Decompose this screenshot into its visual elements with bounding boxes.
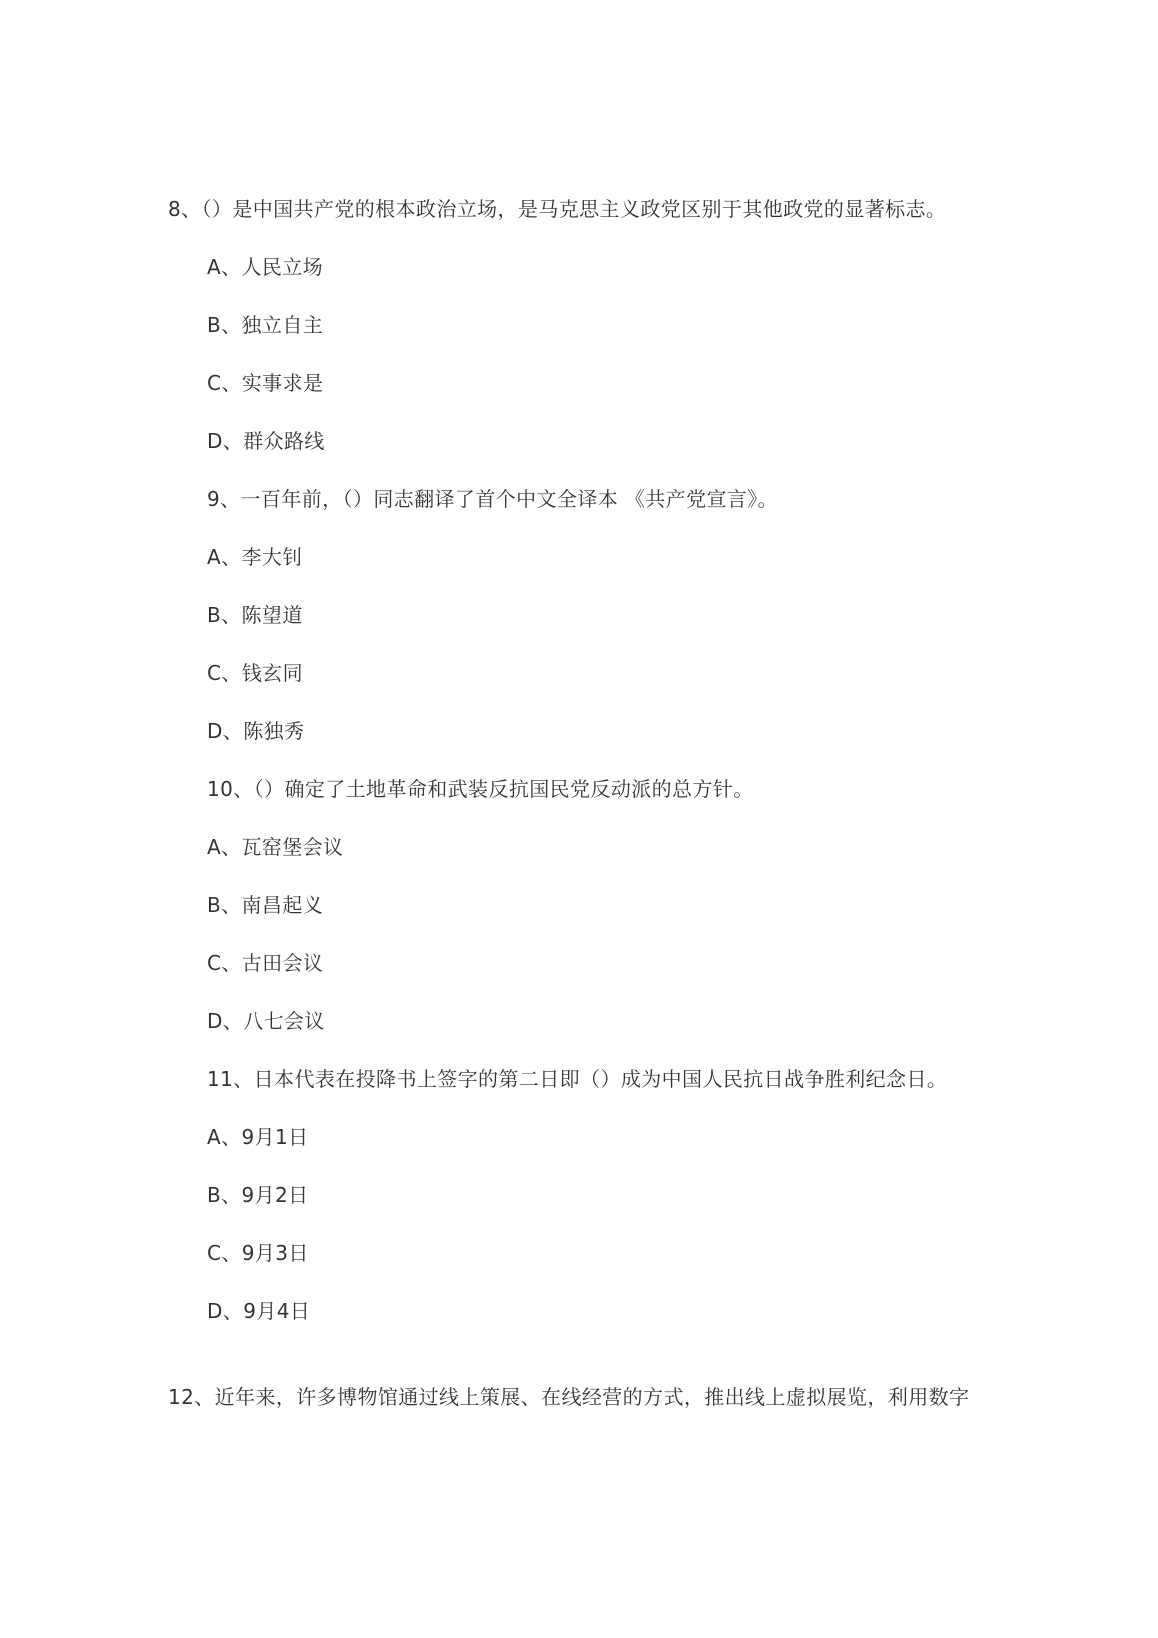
question-10-option-a: A、瓦窑堡会议 (207, 835, 344, 859)
question-11-stem: 11、日本代表在投降书上签字的第二日即（）成为中国人民抗日战争胜利纪念日。 (207, 1067, 948, 1091)
question-10-option-b: B、南昌起义 (207, 893, 324, 917)
question-8-stem: 8、（）是中国共产党的根本政治立场，是马克思主义政党区别于其他政党的显著标志。 (168, 197, 947, 221)
question-11-option-b: B、9月2日 (207, 1183, 309, 1207)
question-9-option-d: D、陈独秀 (207, 719, 305, 743)
question-10-option-c: C、古田会议 (207, 951, 324, 975)
question-10-option-d: D、八七会议 (207, 1009, 325, 1033)
question-12-stem: 12、近年来，许多博物馆通过线上策展、在线经营的方式，推出线上虚拟展览，利用数字 (168, 1385, 970, 1409)
question-8-option-b: B、独立自主 (207, 313, 324, 337)
question-11-option-a: A、9月1日 (207, 1125, 309, 1149)
question-8-option-c: C、实事求是 (207, 371, 324, 395)
question-9-option-c: C、钱玄同 (207, 661, 303, 685)
question-11-option-d: D、9月4日 (207, 1299, 311, 1323)
question-9-option-b: B、陈望道 (207, 603, 303, 627)
question-9-option-a: A、李大钊 (207, 545, 303, 569)
question-8-option-d: D、群众路线 (207, 429, 325, 453)
question-11-option-c: C、9月3日 (207, 1241, 309, 1265)
question-10-stem: 10、（）确定了土地革命和武装反抗国民党反动派的总方针。 (207, 777, 754, 801)
question-8-option-a: A、人民立场 (207, 255, 324, 279)
question-9-stem: 9、一百年前，（）同志翻译了首个中文全译本 《共产党宣言》。 (207, 487, 779, 511)
